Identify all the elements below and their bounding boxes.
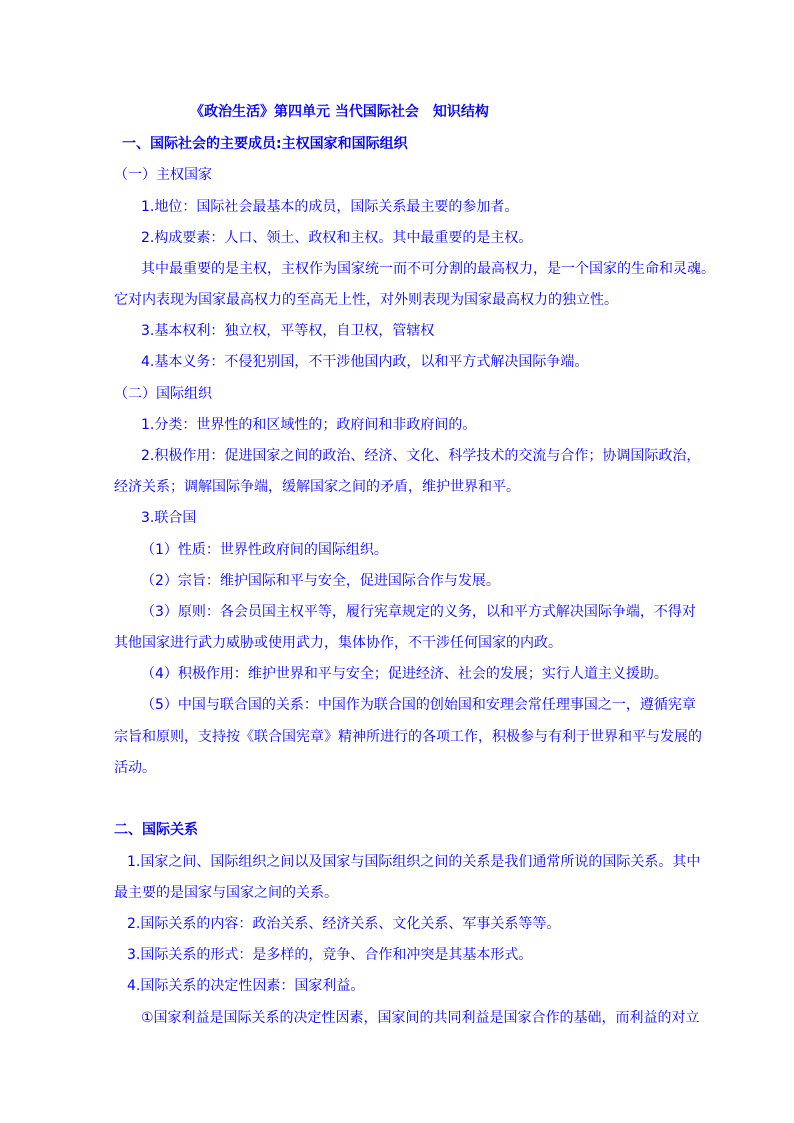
paragraph: 4.基本义务：不侵犯别国，不干涉他国内政，以和平方式解决国际争端。 [141, 354, 589, 370]
list-item-continuation: 活动。 [114, 760, 156, 776]
subsection-1-heading: （一）主权国家 [114, 167, 212, 183]
paragraph: 1.地位：国际社会最基本的成员，国际关系最主要的参加者。 [141, 199, 519, 215]
paragraph: 最主要的是国家与国家之间的关系。 [114, 885, 338, 901]
list-item-continuation: 宗旨和原则，支持按《联合国宪章》精神所进行的各项工作，积极参与有利于世界和平与发展的 [114, 729, 702, 745]
list-item: （5）中国与联合国的关系：中国作为联合国的创始国和安理会常任理事国之一，遵循宪章 [141, 697, 696, 713]
page-title: 《政治生活》第四单元 当代国际社会 知识结构 [190, 104, 489, 120]
paragraph: 经济关系；调解国际争端，缓解国家之间的矛盾，维护世界和平。 [114, 479, 520, 495]
section-2-heading: 二、国际关系 [114, 822, 198, 838]
paragraph: ①国家利益是国际关系的决定性因素，国家间的共同利益是国家合作的基础，而利益的对立 [141, 1010, 700, 1026]
paragraph: 3.联合国 [141, 510, 197, 526]
paragraph: 1.国家之间、国际组织之间以及国家与国际组织之间的关系是我们通常所说的国际关系。其中 [127, 854, 701, 870]
list-item-continuation: 其他国家进行武力威胁或使用武力，集体协作，不干涉任何国家的内政。 [114, 635, 562, 651]
paragraph: 3.国际关系的形式：是多样的，竞争、合作和冲突是其基本形式。 [127, 947, 533, 963]
paragraph: 1.分类：世界性的和区域性的；政府间和非政府间的。 [141, 417, 477, 433]
subsection-2-heading: （二）国际组织 [114, 386, 212, 402]
list-item: （3）原则：各会员国主权平等，履行宪章规定的义务，以和平方式解决国际争端，不得对 [141, 604, 696, 620]
paragraph: 4.国际关系的决定性因素：国家利益。 [127, 978, 365, 994]
paragraph: 2.国际关系的内容：政治关系、经济关系、文化关系、军事关系等等。 [127, 916, 561, 932]
paragraph: 3.基本权利：独立权，平等权，自卫权，管辖权 [141, 323, 435, 339]
paragraph: 它对内表现为国家最高权力的至高无上性，对外则表现为国家最高权力的独立性。 [114, 292, 618, 308]
paragraph: 其中最重要的是主权，主权作为国家统一而不可分割的最高权力，是一个国家的生命和灵魂。 [141, 261, 715, 277]
list-item: （4）积极作用：维护世界和平与安全；促进经济、社会的发展；实行人道主义援助。 [141, 666, 668, 682]
paragraph: 2.积极作用：促进国家之间的政治、经济、文化、科学技术的交流与合作；协调国际政治， [141, 448, 701, 464]
section-1-heading: 一、国际社会的主要成员:主权国家和国际组织 [122, 136, 408, 152]
paragraph: 2.构成要素：人口、领土、政权和主权。其中最重要的是主权。 [141, 230, 533, 246]
list-item: （1）性质：世界性政府间的国际组织。 [141, 542, 388, 558]
list-item: （2）宗旨：维护国际和平与安全，促进国际合作与发展。 [141, 573, 500, 589]
